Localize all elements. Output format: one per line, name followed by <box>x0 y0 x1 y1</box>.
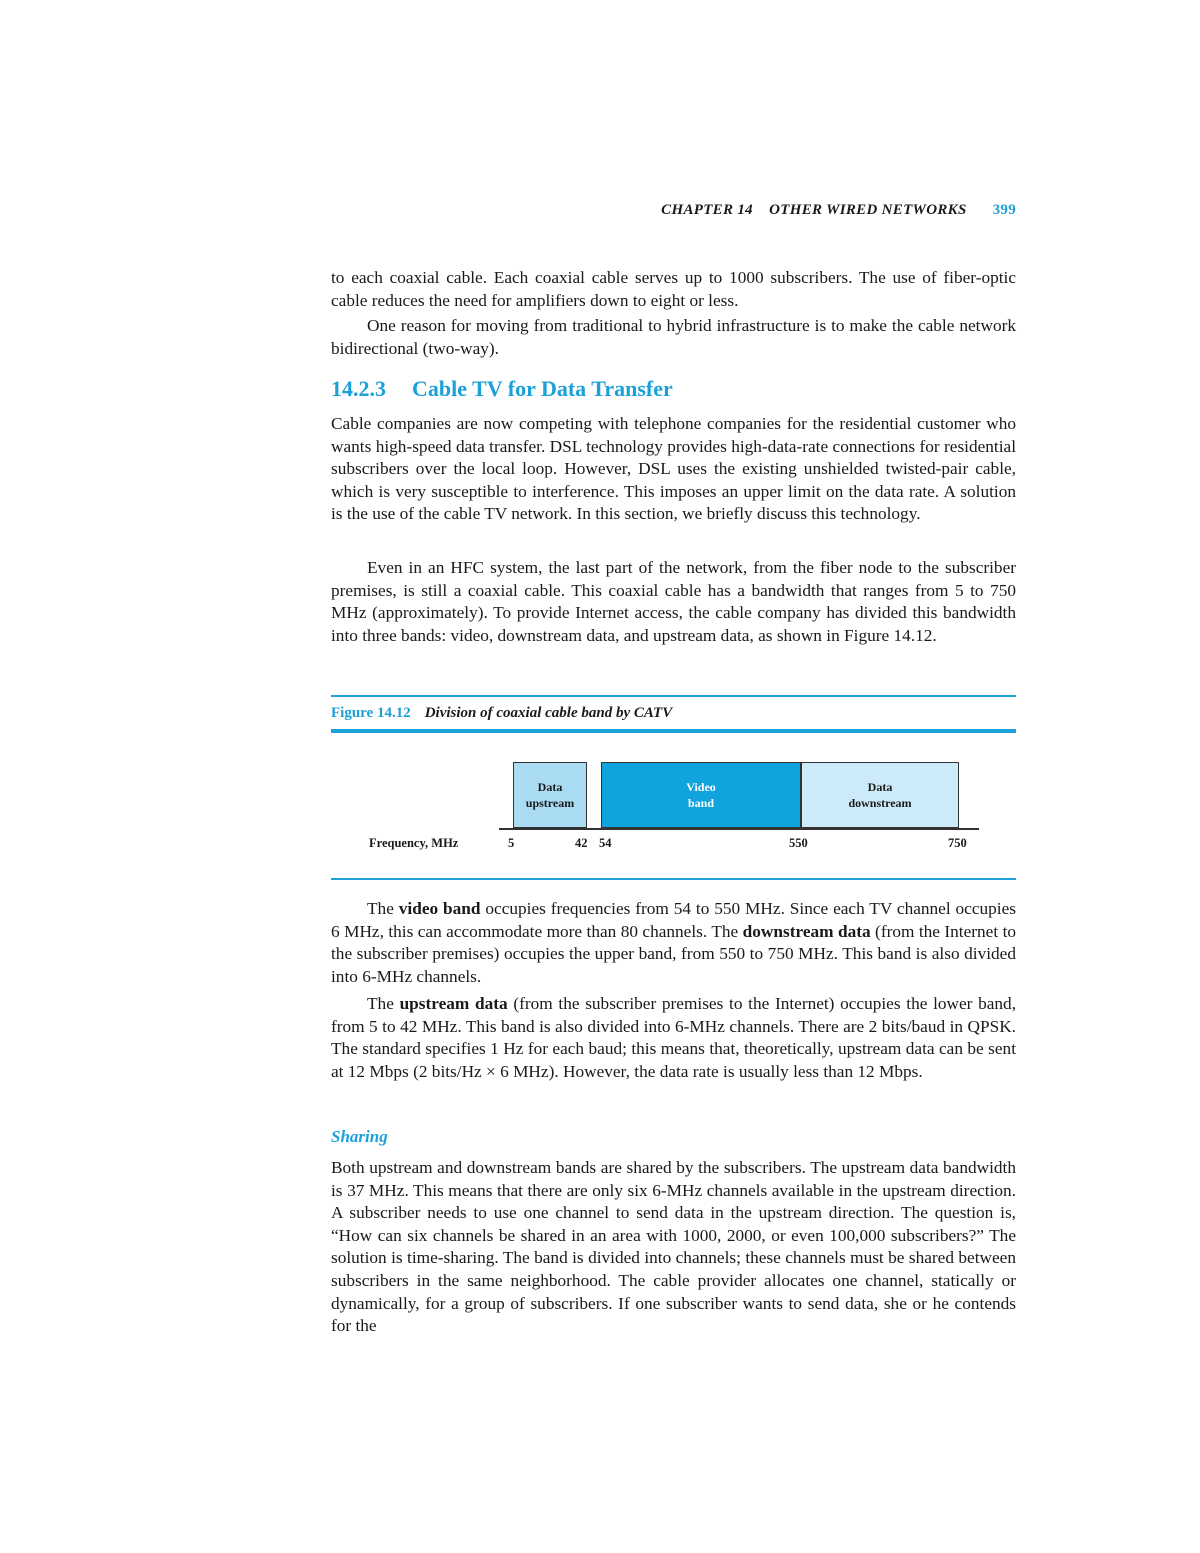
text-run: (from the Internet to the subscriber premises) occupies the upper band, from 550 to 750 MHz. This band is also divided into 6-MHz channels. <box>331 921 1017 986</box>
subsection-heading: Sharing <box>331 1127 388 1146</box>
paragraph-video-band <box>331 898 1016 988</box>
section-heading <box>331 376 673 402</box>
chapter-title: OTHER WIRED NETWORKS <box>769 202 967 218</box>
band-label-line1: Video <box>686 780 716 794</box>
band-video <box>601 762 801 828</box>
axis-label: Frequency, MHz <box>369 836 459 850</box>
paragraph-cable-companies: Cable companies are now competing with telephone companies for the residential customer who wants high-speed data transfer. DSL technology provides high-data-rate connections for residential subscribers over the local loop. However, DSL uses the existing unshielded twisted-pair cable, which is very susceptible to interference. This imposes an upper limit on the data rate. A solution is the use of the cable TV network. In this section, we briefly discuss this technology. <box>331 414 1016 524</box>
term-downstream-data: downstream data <box>742 921 871 941</box>
paragraph-sharing: Both upstream and downstream bands are shared by the subscribers. The upstream data bandwidth is 37 MHz. This means that there are only six 6-MHz channels available in the upstream direction. A subscriber needs to use one channel to send data in the upstream direction. The question is, “How can six channels be shared in an area with 1000, 2000, or even 100,000 subscribers?” The solution is time-sharing. The band is divided into channels; these channels must be shared between subscribers in the same neighborhood. The cable provider allocates one channel, statically or dynamically, for a group of subscribers. If one subscriber wants to send data, she or he contends for the <box>331 1158 1016 1336</box>
figure-caption <box>331 705 672 722</box>
book-page <box>331 0 1016 1553</box>
text-run: The <box>367 994 400 1013</box>
section-number: 14.2.3 <box>331 376 386 401</box>
figure-bottom-rule <box>331 878 1016 880</box>
tick-label: 550 <box>789 836 808 850</box>
running-head <box>661 202 1016 219</box>
band-data-downstream <box>801 762 959 828</box>
chapter-label: CHAPTER 14 <box>661 202 753 218</box>
term-video-band: video band <box>398 899 481 918</box>
band-label-line2: downstream <box>848 796 912 810</box>
text-run: occupies frequencies from 54 to 550 MHz. Since each TV channel occupies 6 MHz, this can accommodate more than 80 channels. The <box>331 899 1016 941</box>
paragraph-intro: to each coaxial cable. Each coaxial cable serves up to 1000 subscribers. The use of fiber-optic cable reduces the need for amplifiers down to eight or less. <box>331 268 1016 310</box>
tick-label: 42 <box>575 836 588 850</box>
text-run: (from the subscriber premises to the Internet) occupies the lower band, from 5 to 42 MHz. This band is also divided into 6-MHz channels. There are 2 bits/baud in QPSK. The standard specifies 1 Hz for each baud; this means that, theoretically, upstream data can be sent at 12 Mbps (2 bits/Hz × 6 MHz). However, the data rate is usually less than 12 Mbps. <box>331 994 1017 1081</box>
figure-top-rule <box>331 695 1016 697</box>
band-label-line1: Data <box>867 780 893 794</box>
page-number: 399 <box>992 202 1016 218</box>
paragraph-hfc: Even in an HFC system, the last part of the network, from the fiber node to the subscriber premises, is still a coaxial cable. This coaxial cable has a bandwidth that ranges from 5 to 750 MHz (approximately). To provide Internet access, the cable company has divided this bandwidth into three bands: video, downstream data, and upstream data, as shown in Figure 14.12. <box>331 558 1016 645</box>
section-title: Cable TV for Data Transfer <box>412 376 673 401</box>
frequency-axis <box>499 828 979 830</box>
band-label-line1: Data <box>537 780 563 794</box>
paragraph-upstream <box>331 993 1016 1083</box>
term-upstream-data: upstream data <box>399 994 508 1013</box>
tick-label: 750 <box>948 836 967 850</box>
tick-label: 54 <box>599 836 612 850</box>
text-run: The <box>367 899 399 918</box>
paragraph-bidirectional: One reason for moving from traditional to hybrid infrastructure is to make the cable network bidirectional (two-way). <box>331 316 1016 358</box>
tick-label: 5 <box>508 836 515 850</box>
band-label-line2: band <box>687 796 715 810</box>
figure-caption-text: Division of coaxial cable band by CATV <box>424 705 673 721</box>
band-data-upstream <box>513 762 587 828</box>
band-label-line2: upstream <box>525 796 575 810</box>
figure-caption-rule <box>331 729 1016 733</box>
figure-label: Figure 14.12 <box>331 705 411 721</box>
